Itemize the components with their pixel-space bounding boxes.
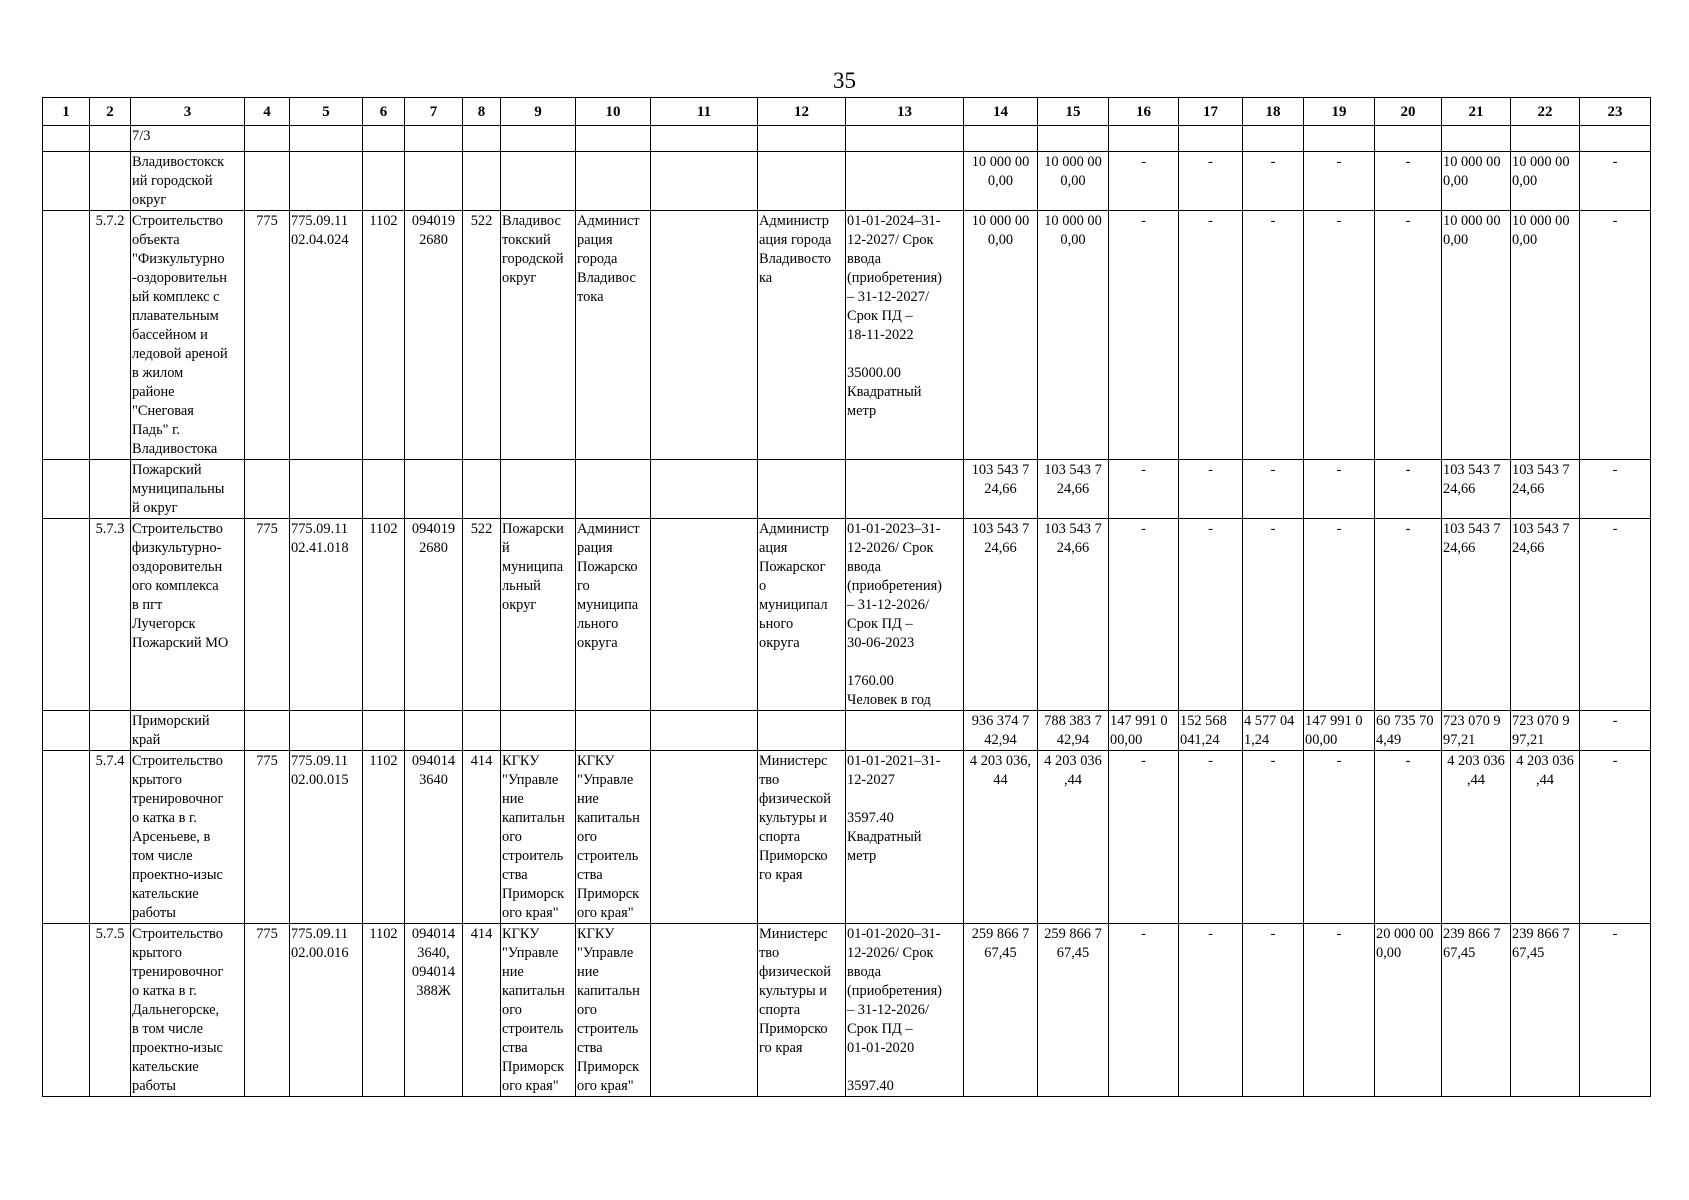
table-cell-row-5-7-3-col11	[651, 519, 758, 711]
table-cell-row-7-3-col22	[1511, 126, 1580, 152]
table-cell-row-primorsky-total-col9	[501, 711, 576, 751]
page-number: 35	[833, 68, 856, 93]
table-cell-row-5-7-5-col3: Строительство крытого тренировочног о катка в г. Дальнегорске, в том числе проектно-изыс кательские работы	[131, 924, 245, 1097]
table-cell-row-primorsky-total-col23: -	[1580, 711, 1651, 751]
table-cell-row-pozharsky-total-col14: 103 543 7 24,66	[964, 460, 1038, 519]
table-cell-row-7-3-col3: 7/3	[131, 126, 245, 152]
table-cell-row-5-7-2-col22: 10 000 00 0,00	[1511, 211, 1580, 460]
column-header-3: 3	[131, 98, 245, 126]
table-cell-row-primorsky-total-col20: 60 735 70 4,49	[1375, 711, 1442, 751]
table-cell-row-pozharsky-total-col4	[245, 460, 290, 519]
table-cell-row-pozharsky-total-col22: 103 543 7 24,66	[1511, 460, 1580, 519]
table-cell-row-primorsky-total-col4	[245, 711, 290, 751]
table-cell-row-pozharsky-total-col3: Пожарский муниципальны й округ	[131, 460, 245, 519]
column-header-23: 23	[1580, 98, 1651, 126]
table-cell-row-pozharsky-total-col23: -	[1580, 460, 1651, 519]
table-cell-row-5-7-5-col16: -	[1109, 924, 1179, 1097]
table-cell-row-5-7-4-col2: 5.7.4	[90, 751, 131, 924]
table-cell-row-5-7-5-col22: 239 866 7 67,45	[1511, 924, 1580, 1097]
table-cell-row-vladivostok-total-col14: 10 000 00 0,00	[964, 152, 1038, 211]
table-cell-row-5-7-5-col21: 239 866 7 67,45	[1442, 924, 1511, 1097]
table-cell-row-5-7-2-col23: -	[1580, 211, 1651, 460]
table-cell-row-5-7-2-col16: -	[1109, 211, 1179, 460]
column-header-5: 5	[290, 98, 363, 126]
table-cell-row-5-7-3-col7: 094019 2680	[405, 519, 463, 711]
column-header-16: 16	[1109, 98, 1179, 126]
table-cell-row-5-7-5-col13: 01-01-2020–31- 12-2026/ Срок ввода (приобретения) – 31-12-2026/ Срок ПД – 01-01-2020 3597.40	[846, 924, 964, 1097]
table-cell-row-vladivostok-total-col9	[501, 152, 576, 211]
table-cell-row-vladivostok-total-col1	[43, 152, 90, 211]
table-cell-row-7-3-col1	[43, 126, 90, 152]
column-header-1: 1	[43, 98, 90, 126]
table-cell-row-5-7-4-col1	[43, 751, 90, 924]
table-cell-row-primorsky-total-col15: 788 383 7 42,94	[1038, 711, 1109, 751]
table-cell-row-5-7-5-col14: 259 866 7 67,45	[964, 924, 1038, 1097]
table-cell-row-primorsky-total-col16: 147 991 0 00,00	[1109, 711, 1179, 751]
table-cell-row-7-3-col18	[1243, 126, 1304, 152]
table-cell-row-5-7-3-col18: -	[1243, 519, 1304, 711]
table-cell-row-5-7-2-col3: Строительство объекта "Физкультурно -оздоровительн ый комплекс с плавательным бассейном и ледовой ареной в жилом районе "Снеговая Падь" г. Владивостока	[131, 211, 245, 460]
table-cell-row-vladivostok-total-col17: -	[1179, 152, 1243, 211]
data-table	[42, 97, 1651, 1097]
table-cell-row-5-7-3-col17: -	[1179, 519, 1243, 711]
table-cell-row-pozharsky-total-col17: -	[1179, 460, 1243, 519]
table-cell-row-7-3-col12	[758, 126, 846, 152]
table-cell-row-5-7-4-col11	[651, 751, 758, 924]
table-cell-row-5-7-3-col15: 103 543 7 24,66	[1038, 519, 1109, 711]
table-cell-row-primorsky-total-col21: 723 070 9 97,21	[1442, 711, 1511, 751]
column-header-2: 2	[90, 98, 131, 126]
table-cell-row-7-3-col14	[964, 126, 1038, 152]
table-cell-row-7-3-col19	[1304, 126, 1375, 152]
table-row	[43, 924, 1651, 1097]
table-cell-row-primorsky-total-col7	[405, 711, 463, 751]
table-cell-row-vladivostok-total-col11	[651, 152, 758, 211]
table-cell-row-primorsky-total-col10	[576, 711, 651, 751]
table-cell-row-pozharsky-total-col19: -	[1304, 460, 1375, 519]
table-header-row	[43, 98, 1651, 126]
table-row	[43, 460, 1651, 519]
table-cell-row-5-7-4-col14: 4 203 036, 44	[964, 751, 1038, 924]
table-cell-row-5-7-3-col8: 522	[463, 519, 501, 711]
table-cell-row-vladivostok-total-col23: -	[1580, 152, 1651, 211]
table-cell-row-primorsky-total-col22: 723 070 9 97,21	[1511, 711, 1580, 751]
table-cell-row-vladivostok-total-col22: 10 000 00 0,00	[1511, 152, 1580, 211]
table-row	[43, 711, 1651, 751]
column-header-19: 19	[1304, 98, 1375, 126]
column-header-22: 22	[1511, 98, 1580, 126]
table-cell-row-primorsky-total-col8	[463, 711, 501, 751]
table-cell-row-5-7-2-col18: -	[1243, 211, 1304, 460]
table-cell-row-5-7-3-col4: 775	[245, 519, 290, 711]
column-header-11: 11	[651, 98, 758, 126]
table-cell-row-5-7-5-col18: -	[1243, 924, 1304, 1097]
table-cell-row-5-7-5-col15: 259 866 7 67,45	[1038, 924, 1109, 1097]
table-cell-row-7-3-col16	[1109, 126, 1179, 152]
table-cell-row-pozharsky-total-col1	[43, 460, 90, 519]
table-cell-row-5-7-4-col3: Строительство крытого тренировочног о катка в г. Арсеньеве, в том числе проектно-изыс кательские работы	[131, 751, 245, 924]
table-cell-row-primorsky-total-col2	[90, 711, 131, 751]
table-cell-row-7-3-col13	[846, 126, 964, 152]
table-cell-row-7-3-col6	[363, 126, 405, 152]
table-cell-row-vladivostok-total-col10	[576, 152, 651, 211]
table-cell-row-7-3-col8	[463, 126, 501, 152]
table-cell-row-5-7-5-col20: 20 000 00 0,00	[1375, 924, 1442, 1097]
column-header-13: 13	[846, 98, 964, 126]
table-cell-row-5-7-3-col22: 103 543 7 24,66	[1511, 519, 1580, 711]
table-cell-row-primorsky-total-col12	[758, 711, 846, 751]
table-cell-row-5-7-2-col11	[651, 211, 758, 460]
table-cell-row-5-7-3-col3: Строительство физкультурно- оздоровительн ого комплекса в пгт Лучегорск Пожарский МО	[131, 519, 245, 711]
table-cell-row-vladivostok-total-col5	[290, 152, 363, 211]
table-cell-row-5-7-5-col23: -	[1580, 924, 1651, 1097]
table-cell-row-pozharsky-total-col5	[290, 460, 363, 519]
table-cell-row-5-7-3-col5: 775.09.11 02.41.018	[290, 519, 363, 711]
table-cell-row-5-7-2-col19: -	[1304, 211, 1375, 460]
column-header-9: 9	[501, 98, 576, 126]
table-cell-row-primorsky-total-col19: 147 991 0 00,00	[1304, 711, 1375, 751]
table-cell-row-5-7-4-col19: -	[1304, 751, 1375, 924]
table-cell-row-vladivostok-total-col12	[758, 152, 846, 211]
table-cell-row-5-7-2-col15: 10 000 00 0,00	[1038, 211, 1109, 460]
table-cell-row-vladivostok-total-col21: 10 000 00 0,00	[1442, 152, 1511, 211]
table-cell-row-5-7-2-col9: Владивос токский городской округ	[501, 211, 576, 460]
table-cell-row-5-7-5-col11	[651, 924, 758, 1097]
table-cell-row-5-7-5-col1	[43, 924, 90, 1097]
table-cell-row-5-7-5-col10: КГКУ "Управле ние капитальн ого строитель ства Приморск ого края"	[576, 924, 651, 1097]
table-cell-row-5-7-4-col22: 4 203 036 ,44	[1511, 751, 1580, 924]
table-cell-row-5-7-2-col12: Администр ация города Владивосто ка	[758, 211, 846, 460]
table-cell-row-5-7-4-col13: 01-01-2021–31- 12-2027 3597.40 Квадратный метр	[846, 751, 964, 924]
table-cell-row-vladivostok-total-col8	[463, 152, 501, 211]
table-row	[43, 211, 1651, 460]
table-cell-row-5-7-4-col20: -	[1375, 751, 1442, 924]
table-cell-row-primorsky-total-col17: 152 568 041,24	[1179, 711, 1243, 751]
table-cell-row-5-7-5-col17: -	[1179, 924, 1243, 1097]
table-cell-row-vladivostok-total-col19: -	[1304, 152, 1375, 211]
table-cell-row-5-7-5-col7: 094014 3640, 094014 388Ж	[405, 924, 463, 1097]
table-cell-row-5-7-4-col5: 775.09.11 02.00.015	[290, 751, 363, 924]
table-cell-row-vladivostok-total-col18: -	[1243, 152, 1304, 211]
table-cell-row-vladivostok-total-col16: -	[1109, 152, 1179, 211]
table-cell-row-5-7-4-col17: -	[1179, 751, 1243, 924]
table-cell-row-7-3-col17	[1179, 126, 1243, 152]
table-cell-row-5-7-2-col14: 10 000 00 0,00	[964, 211, 1038, 460]
table-cell-row-vladivostok-total-col7	[405, 152, 463, 211]
column-header-15: 15	[1038, 98, 1109, 126]
table-cell-row-pozharsky-total-col6	[363, 460, 405, 519]
table-cell-row-5-7-3-col10: Админист рация Пожарско го муниципа льного округа	[576, 519, 651, 711]
table-cell-row-vladivostok-total-col3: Владивостокск ий городской округ	[131, 152, 245, 211]
table-cell-row-pozharsky-total-col20: -	[1375, 460, 1442, 519]
table-cell-row-5-7-5-col6: 1102	[363, 924, 405, 1097]
table-cell-row-5-7-2-col13: 01-01-2024–31- 12-2027/ Срок ввода (приобретения) – 31-12-2027/ Срок ПД – 18-11-2022 35000.00 Квадратный метр	[846, 211, 964, 460]
table-row	[43, 519, 1651, 711]
table-cell-row-5-7-4-col12: Министерс тво физической культуры и спорта Приморско го края	[758, 751, 846, 924]
table-cell-row-5-7-5-col12: Министерс тво физической культуры и спорта Приморско го края	[758, 924, 846, 1097]
table-cell-row-5-7-4-col16: -	[1109, 751, 1179, 924]
table-row	[43, 126, 1651, 152]
table-cell-row-5-7-5-col8: 414	[463, 924, 501, 1097]
table-cell-row-primorsky-total-col6	[363, 711, 405, 751]
table-cell-row-pozharsky-total-col13	[846, 460, 964, 519]
table-cell-row-5-7-3-col2: 5.7.3	[90, 519, 131, 711]
table-cell-row-5-7-3-col21: 103 543 7 24,66	[1442, 519, 1511, 711]
table-cell-row-pozharsky-total-col18: -	[1243, 460, 1304, 519]
table-cell-row-primorsky-total-col13	[846, 711, 964, 751]
table-cell-row-7-3-col2	[90, 126, 131, 152]
table-cell-row-pozharsky-total-col2	[90, 460, 131, 519]
column-header-6: 6	[363, 98, 405, 126]
column-header-4: 4	[245, 98, 290, 126]
table-cell-row-vladivostok-total-col20: -	[1375, 152, 1442, 211]
column-header-20: 20	[1375, 98, 1442, 126]
table-cell-row-pozharsky-total-col16: -	[1109, 460, 1179, 519]
table-cell-row-pozharsky-total-col11	[651, 460, 758, 519]
table-cell-row-7-3-col23	[1580, 126, 1651, 152]
table-cell-row-7-3-col4	[245, 126, 290, 152]
table-cell-row-5-7-3-col1	[43, 519, 90, 711]
column-header-17: 17	[1179, 98, 1243, 126]
table-cell-row-5-7-2-col20: -	[1375, 211, 1442, 460]
table-cell-row-5-7-3-col19: -	[1304, 519, 1375, 711]
table-cell-row-5-7-2-col2: 5.7.2	[90, 211, 131, 460]
table-cell-row-5-7-3-col16: -	[1109, 519, 1179, 711]
column-header-12: 12	[758, 98, 846, 126]
table-cell-row-5-7-4-col9: КГКУ "Управле ние капитальн ого строитель ства Приморск ого края"	[501, 751, 576, 924]
table-cell-row-primorsky-total-col18: 4 577 04 1,24	[1243, 711, 1304, 751]
table-cell-row-5-7-3-col9: Пожарски й муниципа льный округ	[501, 519, 576, 711]
table-cell-row-vladivostok-total-col15: 10 000 00 0,00	[1038, 152, 1109, 211]
table-cell-row-5-7-4-col4: 775	[245, 751, 290, 924]
column-header-21: 21	[1442, 98, 1511, 126]
table-cell-row-5-7-5-col4: 775	[245, 924, 290, 1097]
table-cell-row-5-7-4-col8: 414	[463, 751, 501, 924]
table-cell-row-5-7-4-col21: 4 203 036 ,44	[1442, 751, 1511, 924]
table-cell-row-primorsky-total-col5	[290, 711, 363, 751]
table-cell-row-5-7-4-col23: -	[1580, 751, 1651, 924]
table-cell-row-pozharsky-total-col15: 103 543 7 24,66	[1038, 460, 1109, 519]
table-cell-row-5-7-2-col4: 775	[245, 211, 290, 460]
table-cell-row-5-7-3-col20: -	[1375, 519, 1442, 711]
column-header-14: 14	[964, 98, 1038, 126]
table-cell-row-7-3-col5	[290, 126, 363, 152]
table-cell-row-pozharsky-total-col21: 103 543 7 24,66	[1442, 460, 1511, 519]
table-cell-row-5-7-3-col13: 01-01-2023–31- 12-2026/ Срок ввода (приобретения) – 31-12-2026/ Срок ПД – 30-06-2023 1760.00 Человек в год	[846, 519, 964, 711]
table-cell-row-pozharsky-total-col7	[405, 460, 463, 519]
table-cell-row-5-7-3-col12: Администр ация Пожарског о муниципал ьного округа	[758, 519, 846, 711]
table-cell-row-5-7-3-col6: 1102	[363, 519, 405, 711]
table-cell-row-7-3-col11	[651, 126, 758, 152]
table-cell-row-7-3-col7	[405, 126, 463, 152]
table-cell-row-5-7-3-col23: -	[1580, 519, 1651, 711]
table-cell-row-vladivostok-total-col4	[245, 152, 290, 211]
table-cell-row-vladivostok-total-col13	[846, 152, 964, 211]
table-cell-row-5-7-5-col5: 775.09.11 02.00.016	[290, 924, 363, 1097]
table-cell-row-7-3-col9	[501, 126, 576, 152]
table-cell-row-pozharsky-total-col9	[501, 460, 576, 519]
column-header-7: 7	[405, 98, 463, 126]
table-cell-row-7-3-col10	[576, 126, 651, 152]
table-row	[43, 152, 1651, 211]
table-cell-row-5-7-4-col7: 094014 3640	[405, 751, 463, 924]
table-cell-row-5-7-4-col6: 1102	[363, 751, 405, 924]
table-cell-row-5-7-4-col15: 4 203 036 ,44	[1038, 751, 1109, 924]
table-cell-row-7-3-col15	[1038, 126, 1109, 152]
table-cell-row-5-7-3-col14: 103 543 7 24,66	[964, 519, 1038, 711]
table-cell-row-5-7-2-col6: 1102	[363, 211, 405, 460]
table-cell-row-5-7-2-col8: 522	[463, 211, 501, 460]
column-header-8: 8	[463, 98, 501, 126]
table-cell-row-vladivostok-total-col6	[363, 152, 405, 211]
column-header-10: 10	[576, 98, 651, 126]
table-cell-row-5-7-5-col9: КГКУ "Управле ние капитальн ого строитель ства Приморск ого края"	[501, 924, 576, 1097]
table-cell-row-5-7-4-col18: -	[1243, 751, 1304, 924]
table-cell-row-5-7-2-col7: 094019 2680	[405, 211, 463, 460]
table-cell-row-7-3-col20	[1375, 126, 1442, 152]
table-cell-row-primorsky-total-col3: Приморский край	[131, 711, 245, 751]
table-cell-row-5-7-4-col10: КГКУ "Управле ние капитальн ого строитель ства Приморск ого края"	[576, 751, 651, 924]
table-cell-row-pozharsky-total-col10	[576, 460, 651, 519]
table-cell-row-5-7-2-col21: 10 000 00 0,00	[1442, 211, 1511, 460]
table-cell-row-primorsky-total-col1	[43, 711, 90, 751]
table-cell-row-7-3-col21	[1442, 126, 1511, 152]
column-header-18: 18	[1243, 98, 1304, 126]
table-cell-row-primorsky-total-col11	[651, 711, 758, 751]
table-cell-row-5-7-2-col17: -	[1179, 211, 1243, 460]
table-cell-row-5-7-2-col5: 775.09.11 02.04.024	[290, 211, 363, 460]
table-cell-row-5-7-5-col19: -	[1304, 924, 1375, 1097]
table-cell-row-5-7-2-col1	[43, 211, 90, 460]
table-cell-row-vladivostok-total-col2	[90, 152, 131, 211]
table-cell-row-5-7-2-col10: Админист рация города Владивос тока	[576, 211, 651, 460]
table-row	[43, 751, 1651, 924]
table-cell-row-primorsky-total-col14: 936 374 7 42,94	[964, 711, 1038, 751]
table-cell-row-pozharsky-total-col12	[758, 460, 846, 519]
table-cell-row-5-7-5-col2: 5.7.5	[90, 924, 131, 1097]
table-cell-row-pozharsky-total-col8	[463, 460, 501, 519]
